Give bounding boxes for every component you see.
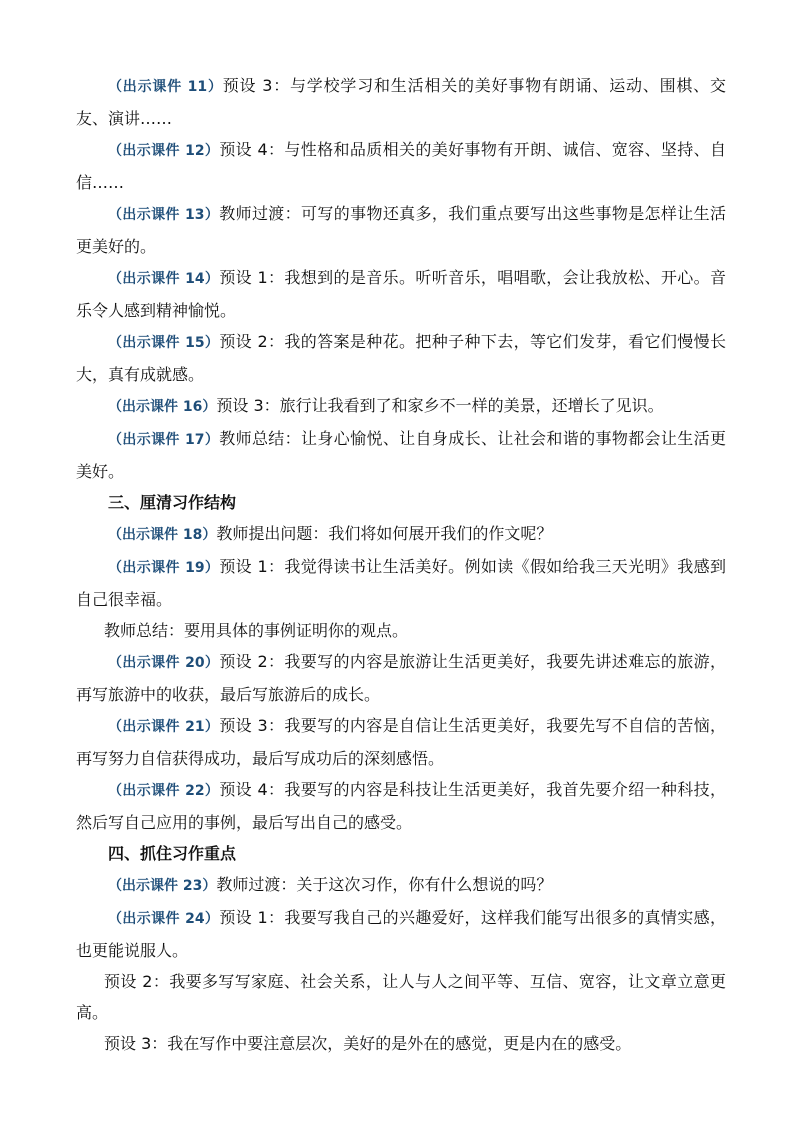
courseware-tag: （出示课件 24） (108, 911, 220, 927)
paragraph-text: 预设 2：我要写的内容是旅游让生活更美好，我要先讲述难忘的旅游，再写旅游中的收获，最后写旅游后的成长。 (76, 652, 726, 704)
courseware-tag: （出示课件 21） (108, 719, 220, 735)
courseware-tag: （出示课件 18） (108, 527, 217, 543)
paragraph-text: 教师过渡：可写的事物还真多，我们重点要写出这些事物是怎样让生活更美好的。 (76, 204, 726, 256)
paragraph (76, 134, 726, 198)
paragraph (76, 710, 726, 774)
paragraph-text: 预设 1：我想到的是音乐。听听音乐，唱唱歌，会让我放松、开心。音乐令人感到精神愉悦。 (76, 268, 726, 320)
paragraph-text: 预设 1：我觉得读书让生活美好。例如读《假如给我三天光明》我感到自己很幸福。 (76, 557, 726, 609)
paragraph-text: 教师总结：要用具体的事例证明你的观点。 (104, 621, 409, 640)
paragraph (76, 423, 726, 487)
courseware-tag: （出示课件 22） (108, 783, 220, 799)
paragraph (76, 551, 726, 615)
paragraph-text: 教师总结：让身心愉悦、让自身成长、让社会和谐的事物都会让生活更美好。 (76, 429, 726, 481)
courseware-tag: （出示课件 12） (108, 143, 220, 159)
paragraph-text: 教师过渡：关于这次习作，你有什么想说的吗？ (216, 875, 553, 894)
section-heading: 三、厘清习作结构 (108, 493, 237, 512)
paragraph-text: 预设 3：与学校学习和生活相关的美好事物有朗诵、运动、围棋、交友、演讲…… (76, 76, 726, 128)
courseware-tag: （出示课件 11） (108, 79, 223, 95)
paragraph (76, 262, 726, 326)
paragraph-text: 预设 2：我要多写写家庭、社会关系，让人与人之间平等、互信、宽容，让文章立意更高。 (76, 972, 726, 1022)
courseware-tag: （出示课件 20） (108, 655, 220, 671)
paragraph-text: 预设 4：我要写的内容是科技让生活更美好，我首先要介绍一种科技，然后写自己应用的事例，最后写出自己的感受。 (76, 780, 726, 832)
courseware-tag: （出示课件 17） (108, 432, 220, 448)
paragraph-text: 预设 3：我要写的内容是自信让生活更美好，我要先写不自信的苦恼，再写努力自信获得成功，最后写成功后的深刻感悟。 (76, 716, 726, 768)
paragraph (76, 902, 726, 966)
paragraph-text: 预设 3：我在写作中要注意层次，美好的是外在的感觉，更是内在的感受。 (104, 1034, 632, 1053)
paragraph-text: 预设 2：我的答案是种花。把种子种下去，等它们发芽，看它们慢慢长大，真有成就感。 (76, 332, 726, 384)
courseware-tag: （出示课件 13） (108, 207, 220, 223)
paragraph (76, 326, 726, 390)
paragraph-text: 教师提出问题：我们将如何展开我们的作文呢？ (216, 524, 553, 543)
paragraph (76, 615, 726, 646)
courseware-tag: （出示课件 23） (108, 878, 217, 894)
paragraph (76, 198, 726, 262)
paragraph (76, 966, 726, 1028)
paragraph (76, 518, 726, 551)
paragraph (76, 390, 726, 423)
paragraph (76, 1028, 726, 1059)
document-page (76, 70, 726, 1059)
courseware-tag: （出示课件 14） (108, 271, 220, 287)
paragraph (76, 774, 726, 838)
paragraph (76, 869, 726, 902)
paragraph-text: 预设 1：我要写我自己的兴趣爱好，这样我们能写出很多的真情实感，也更能说服人。 (76, 908, 726, 960)
paragraph-text: 预设 3：旅行让我看到了和家乡不一样的美景，还增长了见识。 (216, 396, 664, 415)
courseware-tag: （出示课件 19） (108, 560, 220, 576)
paragraph (76, 70, 726, 134)
paragraph-text: 预设 4：与性格和品质相关的美好事物有开朗、诚信、宽容、坚持、自信…… (76, 140, 726, 192)
courseware-tag: （出示课件 16） (108, 399, 217, 415)
courseware-tag: （出示课件 15） (108, 335, 220, 351)
section-heading: 四、抓住习作重点 (108, 844, 237, 863)
paragraph (76, 646, 726, 710)
